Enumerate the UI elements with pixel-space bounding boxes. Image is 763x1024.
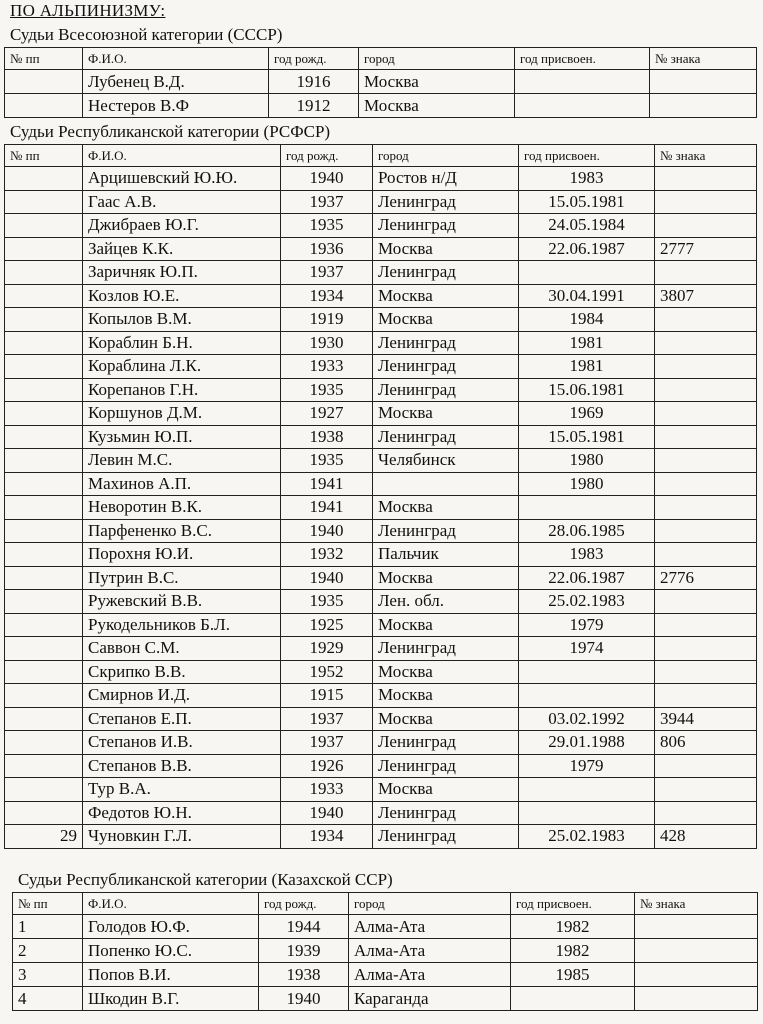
cell-city: Москва xyxy=(373,496,519,520)
cell-badge-number xyxy=(655,378,757,402)
cell-number xyxy=(5,801,83,825)
cell-number xyxy=(5,543,83,567)
cell-assigned-year: 1983 xyxy=(519,543,655,567)
cell-city: Ленинград xyxy=(373,378,519,402)
col-city-header: город xyxy=(373,145,519,167)
cell-number xyxy=(5,590,83,614)
cell-assigned-year xyxy=(519,261,655,285)
cell-assigned-year: 29.01.1988 xyxy=(519,731,655,755)
col-number-header: № пп xyxy=(13,893,83,915)
cell-number xyxy=(5,261,83,285)
cell-number xyxy=(5,754,83,778)
cell-badge-number: 3944 xyxy=(655,707,757,731)
cell-badge-number xyxy=(655,801,757,825)
cell-badge-number xyxy=(655,308,757,332)
cell-birth-year: 1933 xyxy=(281,778,373,802)
cell-number: 29 xyxy=(5,825,83,849)
cell-assigned-year xyxy=(515,70,650,94)
table-row xyxy=(5,402,757,426)
table-row xyxy=(13,987,758,1011)
table-row xyxy=(13,963,758,987)
cell-full-name: Левин М.С. xyxy=(83,449,281,473)
table-row xyxy=(5,449,757,473)
cell-full-name: Неворотин В.К. xyxy=(83,496,281,520)
cell-city: Ленинград xyxy=(373,355,519,379)
cell-birth-year: 1940 xyxy=(281,167,373,191)
cell-birth-year: 1937 xyxy=(281,731,373,755)
cell-birth-year: 1927 xyxy=(281,402,373,426)
cell-assigned-year: 15.06.1981 xyxy=(519,378,655,402)
cell-badge-number xyxy=(655,778,757,802)
section-title-rsfsr: Судьи Республиканской категории (РСФСР) xyxy=(10,122,331,141)
section-title-kazakh: Судьи Республиканской категории (Казахской ССР) xyxy=(18,870,393,889)
cell-badge-number xyxy=(655,425,757,449)
cell-city: Ленинград xyxy=(373,825,519,849)
cell-badge-number xyxy=(655,167,757,191)
cell-assigned-year xyxy=(511,987,635,1011)
cell-full-name: Смирнов И.Д. xyxy=(83,684,281,708)
table-row xyxy=(5,660,757,684)
cell-assigned-year xyxy=(519,778,655,802)
cell-number xyxy=(5,731,83,755)
cell-city: Москва xyxy=(373,237,519,261)
cell-assigned-year: 25.02.1983 xyxy=(519,825,655,849)
cell-full-name: Степанов В.В. xyxy=(83,754,281,778)
cell-assigned-year: 1979 xyxy=(519,754,655,778)
cell-full-name: Саввон С.М. xyxy=(83,637,281,661)
cell-full-name: Зайцев К.К. xyxy=(83,237,281,261)
col-number-header: № пп xyxy=(5,48,83,70)
table-row xyxy=(5,378,757,402)
cell-number xyxy=(5,637,83,661)
cell-city: Москва xyxy=(373,613,519,637)
cell-full-name: Попенко Ю.С. xyxy=(83,939,259,963)
table-row xyxy=(5,637,757,661)
cell-badge-number xyxy=(655,261,757,285)
cell-assigned-year: 1980 xyxy=(519,472,655,496)
table-row xyxy=(5,167,757,191)
cell-full-name: Рукодельников Б.Л. xyxy=(83,613,281,637)
cell-city: Ленинград xyxy=(373,331,519,355)
cell-birth-year: 1935 xyxy=(281,449,373,473)
cell-badge-number xyxy=(635,939,758,963)
cell-city: Челябинск xyxy=(373,449,519,473)
cell-assigned-year: 1983 xyxy=(519,167,655,191)
cell-birth-year: 1940 xyxy=(281,801,373,825)
cell-full-name: Арцишевский Ю.Ю. xyxy=(83,167,281,191)
cell-birth-year: 1934 xyxy=(281,284,373,308)
table-header-row xyxy=(5,145,757,167)
cell-city: Москва xyxy=(359,94,515,118)
col-assigned-year-header: год присвоен. xyxy=(519,145,655,167)
table-header-row xyxy=(5,48,757,70)
cell-city: Москва xyxy=(373,402,519,426)
cell-city: Караганда xyxy=(349,987,511,1011)
cell-assigned-year: 15.05.1981 xyxy=(519,190,655,214)
cell-full-name: Степанов Е.П. xyxy=(83,707,281,731)
cell-city: Москва xyxy=(373,308,519,332)
cell-birth-year: 1938 xyxy=(259,963,349,987)
cell-badge-number: 2776 xyxy=(655,566,757,590)
cell-city: Ленинград xyxy=(373,519,519,543)
cell-assigned-year: 1969 xyxy=(519,402,655,426)
cell-full-name: Ружевский В.В. xyxy=(83,590,281,614)
cell-city: Ростов н/Д xyxy=(373,167,519,191)
cell-full-name: Корепанов Г.Н. xyxy=(83,378,281,402)
table-row xyxy=(5,496,757,520)
cell-city: Ленинград xyxy=(373,637,519,661)
cell-full-name: Копылов В.М. xyxy=(83,308,281,332)
cell-badge-number xyxy=(655,190,757,214)
table-row xyxy=(5,237,757,261)
cell-number xyxy=(5,214,83,238)
cell-assigned-year xyxy=(519,801,655,825)
cell-birth-year: 1934 xyxy=(281,825,373,849)
cell-birth-year: 1937 xyxy=(281,261,373,285)
cell-number xyxy=(5,308,83,332)
col-birth-year-header: год рожд. xyxy=(269,48,359,70)
cell-number xyxy=(5,167,83,191)
cell-badge-number xyxy=(635,915,758,939)
cell-number xyxy=(5,684,83,708)
cell-badge-number xyxy=(655,449,757,473)
table-row xyxy=(13,915,758,939)
cell-number xyxy=(5,190,83,214)
cell-city: Москва xyxy=(373,684,519,708)
table-row xyxy=(5,472,757,496)
cell-full-name: Степанов И.В. xyxy=(83,731,281,755)
cell-city: Ленинград xyxy=(373,425,519,449)
cell-city: Лен. обл. xyxy=(373,590,519,614)
cell-birth-year: 1944 xyxy=(259,915,349,939)
cell-badge-number xyxy=(655,472,757,496)
cell-number xyxy=(5,94,83,118)
cell-assigned-year xyxy=(519,660,655,684)
cell-number xyxy=(5,449,83,473)
cell-badge-number xyxy=(635,963,758,987)
cell-city: Ленинград xyxy=(373,731,519,755)
cell-city: Алма-Ата xyxy=(349,915,511,939)
table-row xyxy=(5,684,757,708)
table-row xyxy=(5,214,757,238)
cell-number xyxy=(5,660,83,684)
cell-badge-number xyxy=(655,214,757,238)
cell-birth-year: 1929 xyxy=(281,637,373,661)
cell-city: Алма-Ата xyxy=(349,939,511,963)
table-row xyxy=(5,331,757,355)
cell-badge-number xyxy=(655,402,757,426)
table-row xyxy=(5,566,757,590)
cell-birth-year: 1935 xyxy=(281,590,373,614)
cell-birth-year: 1940 xyxy=(281,519,373,543)
cell-full-name: Шкодин В.Г. xyxy=(83,987,259,1011)
cell-badge-number: 806 xyxy=(655,731,757,755)
cell-badge-number xyxy=(655,660,757,684)
table-row xyxy=(5,754,757,778)
cell-full-name: Джибраев Ю.Г. xyxy=(83,214,281,238)
cell-full-name: Заричняк Ю.П. xyxy=(83,261,281,285)
cell-birth-year: 1915 xyxy=(281,684,373,708)
cell-assigned-year: 28.06.1985 xyxy=(519,519,655,543)
cell-badge-number xyxy=(655,496,757,520)
cell-assigned-year: 15.05.1981 xyxy=(519,425,655,449)
cell-full-name: Кораблина Л.К. xyxy=(83,355,281,379)
cell-badge-number xyxy=(655,590,757,614)
cell-birth-year: 1939 xyxy=(259,939,349,963)
cell-number xyxy=(5,425,83,449)
table-row xyxy=(5,355,757,379)
col-assigned-year-header: год присвоен. xyxy=(515,48,650,70)
cell-number xyxy=(5,402,83,426)
cell-number xyxy=(5,707,83,731)
cell-badge-number: 3807 xyxy=(655,284,757,308)
cell-full-name: Кораблин Б.Н. xyxy=(83,331,281,355)
col-badge-number-header: № знака xyxy=(650,48,757,70)
cell-number xyxy=(5,472,83,496)
table-header-row xyxy=(13,893,758,915)
table-row xyxy=(13,939,758,963)
cell-full-name: Тур В.А. xyxy=(83,778,281,802)
cell-badge-number xyxy=(655,613,757,637)
cell-birth-year: 1919 xyxy=(281,308,373,332)
col-badge-number-header: № знака xyxy=(655,145,757,167)
judges-table-rsfsr xyxy=(4,144,757,849)
table-row xyxy=(5,707,757,731)
cell-birth-year: 1930 xyxy=(281,331,373,355)
cell-badge-number xyxy=(655,331,757,355)
table-row xyxy=(5,543,757,567)
cell-badge-number xyxy=(655,543,757,567)
cell-number xyxy=(5,496,83,520)
cell-assigned-year: 1979 xyxy=(519,613,655,637)
section-title-ussr: Судьи Всесоюзной категории (СССР) xyxy=(10,25,283,44)
cell-city: Пальчик xyxy=(373,543,519,567)
cell-full-name: Кузьмин Ю.П. xyxy=(83,425,281,449)
cell-badge-number xyxy=(655,684,757,708)
cell-full-name: Нестеров В.Ф xyxy=(83,94,269,118)
cell-assigned-year: 30.04.1991 xyxy=(519,284,655,308)
col-full-name-header: Ф.И.О. xyxy=(83,893,259,915)
cell-birth-year: 1952 xyxy=(281,660,373,684)
cell-full-name: Скрипко В.В. xyxy=(83,660,281,684)
cell-city: Ленинград xyxy=(373,190,519,214)
cell-badge-number: 428 xyxy=(655,825,757,849)
cell-full-name: Путрин В.С. xyxy=(83,566,281,590)
cell-number xyxy=(5,613,83,637)
cell-assigned-year: 1982 xyxy=(511,939,635,963)
document-heading: ПО АЛЬПИНИЗМУ: xyxy=(10,1,166,20)
table-row xyxy=(5,519,757,543)
cell-badge-number: 2777 xyxy=(655,237,757,261)
cell-number xyxy=(5,355,83,379)
cell-city: Ленинград xyxy=(373,754,519,778)
table-row xyxy=(5,731,757,755)
cell-badge-number xyxy=(655,637,757,661)
cell-assigned-year: 1984 xyxy=(519,308,655,332)
table-row xyxy=(5,778,757,802)
table-row xyxy=(5,284,757,308)
cell-full-name: Порохня Ю.И. xyxy=(83,543,281,567)
cell-number xyxy=(5,378,83,402)
cell-assigned-year: 1980 xyxy=(519,449,655,473)
judges-table-ussr xyxy=(4,47,757,118)
cell-birth-year: 1925 xyxy=(281,613,373,637)
cell-number xyxy=(5,519,83,543)
cell-assigned-year: 1981 xyxy=(519,331,655,355)
cell-birth-year: 1937 xyxy=(281,707,373,731)
cell-assigned-year xyxy=(515,94,650,118)
cell-badge-number xyxy=(650,94,757,118)
cell-number xyxy=(5,70,83,94)
col-number-header: № пп xyxy=(5,145,83,167)
cell-full-name: Чуновкин Г.Л. xyxy=(83,825,281,849)
cell-city: Москва xyxy=(373,660,519,684)
cell-badge-number xyxy=(655,754,757,778)
col-birth-year-header: год рожд. xyxy=(281,145,373,167)
cell-city: Москва xyxy=(373,566,519,590)
cell-birth-year: 1940 xyxy=(281,566,373,590)
col-birth-year-header: год рожд. xyxy=(259,893,349,915)
cell-assigned-year: 1981 xyxy=(519,355,655,379)
cell-assigned-year: 25.02.1983 xyxy=(519,590,655,614)
cell-full-name: Голодов Ю.Ф. xyxy=(83,915,259,939)
cell-birth-year: 1916 xyxy=(269,70,359,94)
cell-assigned-year: 1985 xyxy=(511,963,635,987)
cell-full-name: Козлов Ю.Е. xyxy=(83,284,281,308)
cell-birth-year: 1937 xyxy=(281,190,373,214)
col-assigned-year-header: год присвоен. xyxy=(511,893,635,915)
cell-full-name: Попов В.И. xyxy=(83,963,259,987)
cell-number xyxy=(5,778,83,802)
cell-birth-year: 1933 xyxy=(281,355,373,379)
col-city-header: город xyxy=(359,48,515,70)
cell-assigned-year: 22.06.1987 xyxy=(519,237,655,261)
col-full-name-header: Ф.И.О. xyxy=(83,145,281,167)
cell-assigned-year: 1974 xyxy=(519,637,655,661)
cell-assigned-year xyxy=(519,496,655,520)
cell-city: Ленинград xyxy=(373,214,519,238)
cell-assigned-year: 1982 xyxy=(511,915,635,939)
cell-birth-year: 1941 xyxy=(281,472,373,496)
table-row xyxy=(5,825,757,849)
cell-birth-year: 1912 xyxy=(269,94,359,118)
cell-full-name: Лубенец В.Д. xyxy=(83,70,269,94)
cell-birth-year: 1940 xyxy=(259,987,349,1011)
cell-city: Алма-Ата xyxy=(349,963,511,987)
cell-birth-year: 1941 xyxy=(281,496,373,520)
cell-city: Москва xyxy=(373,284,519,308)
cell-badge-number xyxy=(635,987,758,1011)
cell-assigned-year: 24.05.1984 xyxy=(519,214,655,238)
cell-birth-year: 1932 xyxy=(281,543,373,567)
cell-city: Москва xyxy=(373,778,519,802)
cell-number: 3 xyxy=(13,963,83,987)
cell-city xyxy=(373,472,519,496)
table-row xyxy=(5,94,757,118)
table-row xyxy=(5,801,757,825)
cell-city: Москва xyxy=(373,707,519,731)
cell-full-name: Махинов А.П. xyxy=(83,472,281,496)
cell-assigned-year: 22.06.1987 xyxy=(519,566,655,590)
cell-badge-number xyxy=(655,519,757,543)
cell-city: Ленинград xyxy=(373,801,519,825)
cell-assigned-year xyxy=(519,684,655,708)
table-row xyxy=(5,261,757,285)
cell-full-name: Гаас А.В. xyxy=(83,190,281,214)
table-row xyxy=(5,590,757,614)
cell-full-name: Федотов Ю.Н. xyxy=(83,801,281,825)
cell-number xyxy=(5,566,83,590)
table-row xyxy=(5,190,757,214)
cell-number xyxy=(5,237,83,261)
cell-number: 2 xyxy=(13,939,83,963)
cell-birth-year: 1938 xyxy=(281,425,373,449)
cell-number: 4 xyxy=(13,987,83,1011)
cell-city: Москва xyxy=(359,70,515,94)
table-row xyxy=(5,308,757,332)
cell-number xyxy=(5,284,83,308)
cell-full-name: Коршунов Д.М. xyxy=(83,402,281,426)
cell-birth-year: 1936 xyxy=(281,237,373,261)
cell-birth-year: 1926 xyxy=(281,754,373,778)
cell-badge-number xyxy=(650,70,757,94)
cell-full-name: Парфененко В.С. xyxy=(83,519,281,543)
cell-number: 1 xyxy=(13,915,83,939)
col-city-header: город xyxy=(349,893,511,915)
judges-table-kazakh xyxy=(12,892,758,1011)
table-row xyxy=(5,70,757,94)
table-row xyxy=(5,613,757,637)
cell-assigned-year: 03.02.1992 xyxy=(519,707,655,731)
cell-badge-number xyxy=(655,355,757,379)
cell-birth-year: 1935 xyxy=(281,214,373,238)
col-badge-number-header: № знака xyxy=(635,893,758,915)
col-full-name-header: Ф.И.О. xyxy=(83,48,269,70)
cell-birth-year: 1935 xyxy=(281,378,373,402)
cell-city: Ленинград xyxy=(373,261,519,285)
cell-number xyxy=(5,331,83,355)
table-row xyxy=(5,425,757,449)
